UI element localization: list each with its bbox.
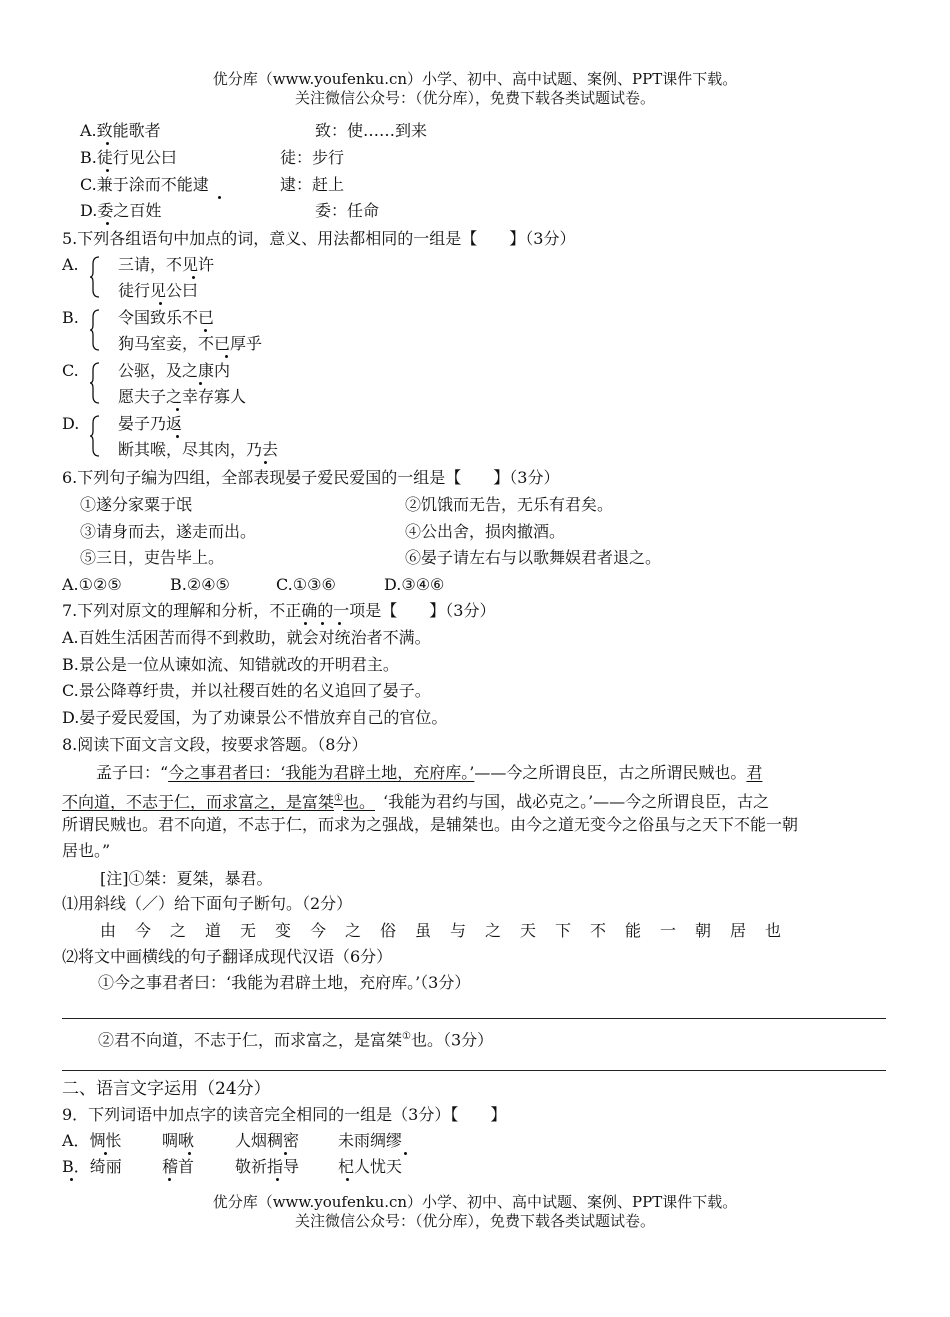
q8-translate-2-text: ②君不向道，不志于仁，而求富之，是富桀 bbox=[98, 1030, 403, 1050]
answer-line[interactable] bbox=[62, 1018, 886, 1019]
q6-item-4: ④公出舍，损肉撤酒。 bbox=[405, 522, 566, 541]
emphasis-dot bbox=[276, 1178, 279, 1181]
q8-stem: 8.阅读下面文言文段，按要求答题。（8分） bbox=[62, 735, 368, 754]
q8-passage-line-1 bbox=[96, 762, 762, 784]
emphasis-dot bbox=[338, 622, 341, 625]
emphasis-dot bbox=[199, 382, 202, 385]
q8-translate-2 bbox=[98, 1026, 493, 1051]
q8-footnote-mark: ① bbox=[334, 793, 343, 804]
q5-group-d-line2: 断其喉，尽其肉，乃去 bbox=[118, 440, 279, 459]
q4-option-c: C.兼于涂而不能逮 bbox=[80, 175, 209, 194]
q5-group-a-line1: 三请，不见许 bbox=[118, 255, 215, 274]
emphasis-dot bbox=[106, 169, 109, 172]
emphasis-dot bbox=[321, 622, 324, 625]
q4-option-b: B.徒行见公曰 bbox=[80, 148, 177, 167]
q9-option-a-word-2: 啁啾 bbox=[162, 1131, 195, 1150]
q6-item-3: ③请身而去，遂走而出。 bbox=[80, 522, 257, 541]
footer-line-2: 关注微信公众号：（优分库），免费下载各类试题试卷。 bbox=[294, 1212, 655, 1230]
emphasis-dot bbox=[106, 142, 109, 145]
q8-sub-question-1: ⑴用斜线（／）给下面句子断句。（2分） bbox=[62, 894, 353, 913]
q8-translate-1: ①今之事君者曰：‘我能为君辟土地，充府库。’（3分） bbox=[98, 973, 471, 992]
q8-passage-line-4: 居也。” bbox=[62, 841, 111, 860]
q5-group-d-line1: 晏子乃返 bbox=[118, 414, 183, 433]
q9-option-b-word-3: 敬祈指导 bbox=[235, 1157, 300, 1176]
q7-stem: 7.下列对原文的理解和分析，不正确的一项是【 】（3分） bbox=[62, 601, 496, 620]
q8-passage-line-2 bbox=[62, 788, 769, 813]
emphasis-dot bbox=[304, 622, 307, 625]
q5-group-c-line2: 愿夫子之幸存寡人 bbox=[118, 387, 247, 406]
q4-option-b-meaning: 徒：步行 bbox=[280, 148, 345, 167]
q9-option-a-word-3: 人烟稠密 bbox=[235, 1131, 300, 1150]
q6-item-5: ⑤三日，吏告毕上。 bbox=[80, 548, 225, 567]
q6-choice-d: D.③④⑥ bbox=[384, 575, 445, 594]
q6-item-6: ⑥晏子请左右与以歌舞娱君者退之。 bbox=[405, 548, 662, 567]
emphasis-dot bbox=[159, 302, 162, 305]
q9-option-b-word-2: 稽首 bbox=[162, 1157, 195, 1176]
emphasis-dot bbox=[104, 1152, 107, 1155]
q5-group-b-line2: 狗马室妾，不已厚乎 bbox=[118, 334, 263, 353]
q6-choice-a: A.①②⑤ bbox=[62, 575, 122, 594]
q6-item-2: ②饥饿而无告，无乐有君矣。 bbox=[405, 495, 614, 514]
answer-line[interactable] bbox=[62, 1070, 886, 1071]
q5-group-c-label: C. bbox=[62, 361, 79, 380]
q5-group-b-line1: 令国致乐不已 bbox=[118, 308, 215, 327]
q5-group-a-line2: 徒行见公曰 bbox=[118, 281, 199, 300]
q6-choice-b: B.②④⑤ bbox=[170, 575, 230, 594]
emphasis-dot bbox=[192, 276, 195, 279]
q8-underlined-sentence-2-start: 君 bbox=[746, 763, 763, 782]
emphasis-dot bbox=[106, 222, 109, 225]
q8-passage-text: ——今之所谓良臣，古之所谓民贼也。 bbox=[474, 763, 747, 782]
q8-note: [注]①桀：夏桀，暴君。 bbox=[100, 869, 273, 888]
emphasis-dot bbox=[284, 1152, 287, 1155]
emphasis-dot bbox=[218, 196, 221, 199]
brace-icon bbox=[90, 256, 100, 298]
header-line-1: 优分库（www.youfenku.cn）小学、初中、高中试题、案例、PPT课件下载。 bbox=[212, 70, 738, 88]
q5-group-b-label: B. bbox=[62, 308, 79, 327]
q9-option-b-word-4: 杞人忧天 bbox=[338, 1157, 403, 1176]
footer-line-1: 优分库（www.youfenku.cn）小学、初中、高中试题、案例、PPT课件下载。 bbox=[212, 1193, 738, 1211]
q5-group-a-label: A. bbox=[62, 255, 79, 274]
emphasis-dot bbox=[204, 329, 207, 332]
q5-group-d-label: D. bbox=[62, 414, 80, 433]
q8-passage-text: 孟子曰：“ bbox=[96, 763, 169, 782]
q8-translate-2-end: 也。（3分） bbox=[410, 1030, 494, 1050]
q5-stem: 5.下列各组语句中加点的词，意义、用法都相同的一组是【 】（3分） bbox=[62, 229, 576, 248]
emphasis-dot bbox=[168, 1178, 171, 1181]
q6-choice-c: C.①③⑥ bbox=[276, 575, 336, 594]
emphasis-dot bbox=[70, 1178, 73, 1181]
emphasis-dot bbox=[176, 408, 179, 411]
q8-sentence-to-punctuate: 由今之道无变今之俗虽与之天下不能一朝居也 bbox=[100, 921, 801, 940]
q8-underlined-sentence-2-end: 也。 bbox=[342, 792, 375, 812]
q8-sub-question-2: ⑵将文中画横线的句子翻译成现代汉语（6分） bbox=[62, 947, 393, 966]
q7-option-d: D.晏子爱民爱国，为了劝谏景公不惜放弃自己的官位。 bbox=[62, 708, 448, 727]
q4-option-d: D.委之百姓 bbox=[80, 201, 162, 220]
page-header bbox=[0, 70, 950, 108]
section-2-title: 二、语言文字运用（24分） bbox=[62, 1079, 271, 1099]
q9-option-a-label: A．惆怅 bbox=[62, 1131, 122, 1150]
q8-underlined-sentence-1: 今之事君者曰：‘我能为君辟土地，充府库。’ bbox=[168, 763, 475, 782]
q8-passage-line-3: 所谓民贼也。君不向道，不志于仁，而求为之强战，是辅桀也。由今之道无变今之俗虽与之天下不能一朝 bbox=[62, 815, 799, 834]
q6-item-1: ①遂分家粟于氓 bbox=[80, 495, 193, 514]
q4-option-a-meaning: 致：使……到来 bbox=[315, 121, 428, 140]
q7-option-a: A.百姓生活困苦而得不到救助，就会对统治者不满。 bbox=[62, 628, 431, 647]
emphasis-dot bbox=[176, 435, 179, 438]
q8-underlined-sentence-2: 不向道，不志于仁，而求富之，是富桀 bbox=[62, 792, 335, 812]
q8-passage-text: ‘我能为君约与国，战必克之。’——今之所谓良臣，古之 bbox=[383, 792, 770, 812]
q9-option-a-word-4: 未雨绸缪 bbox=[338, 1131, 403, 1150]
q9-option-b-label: B．绮丽 bbox=[62, 1157, 122, 1176]
q8-footnote-mark: ① bbox=[402, 1031, 411, 1042]
q4-option-a: A.致能歌者 bbox=[80, 121, 161, 140]
q7-option-b: B.景公是一位从谏如流、知错就改的开明君主。 bbox=[62, 655, 399, 674]
q4-option-d-meaning: 委：任命 bbox=[315, 201, 380, 220]
brace-icon bbox=[90, 415, 100, 457]
brace-icon bbox=[90, 362, 100, 404]
emphasis-dot bbox=[404, 1152, 407, 1155]
brace-icon bbox=[90, 309, 100, 351]
emphasis-dot bbox=[264, 461, 267, 464]
q6-stem: 6.下列句子编为四组，全部表现晏子爱民爱国的一组是【 】（3分） bbox=[62, 468, 560, 487]
q9-stem: 9．下列词语中加点字的读音完全相同的一组是（3分）【 】 bbox=[62, 1105, 507, 1124]
q4-option-c-meaning: 逮：赶上 bbox=[280, 175, 345, 194]
emphasis-dot bbox=[225, 355, 228, 358]
header-line-2: 关注微信公众号：（优分库），免费下载各类试题试卷。 bbox=[294, 89, 655, 107]
emphasis-dot bbox=[188, 1152, 191, 1155]
q7-option-c: C.景公降尊纡贵，并以社稷百姓的名义追回了晏子。 bbox=[62, 681, 431, 700]
q5-group-c-line1: 公驱，及之康内 bbox=[118, 361, 231, 380]
emphasis-dot bbox=[346, 1178, 349, 1181]
page-footer bbox=[0, 1193, 950, 1231]
